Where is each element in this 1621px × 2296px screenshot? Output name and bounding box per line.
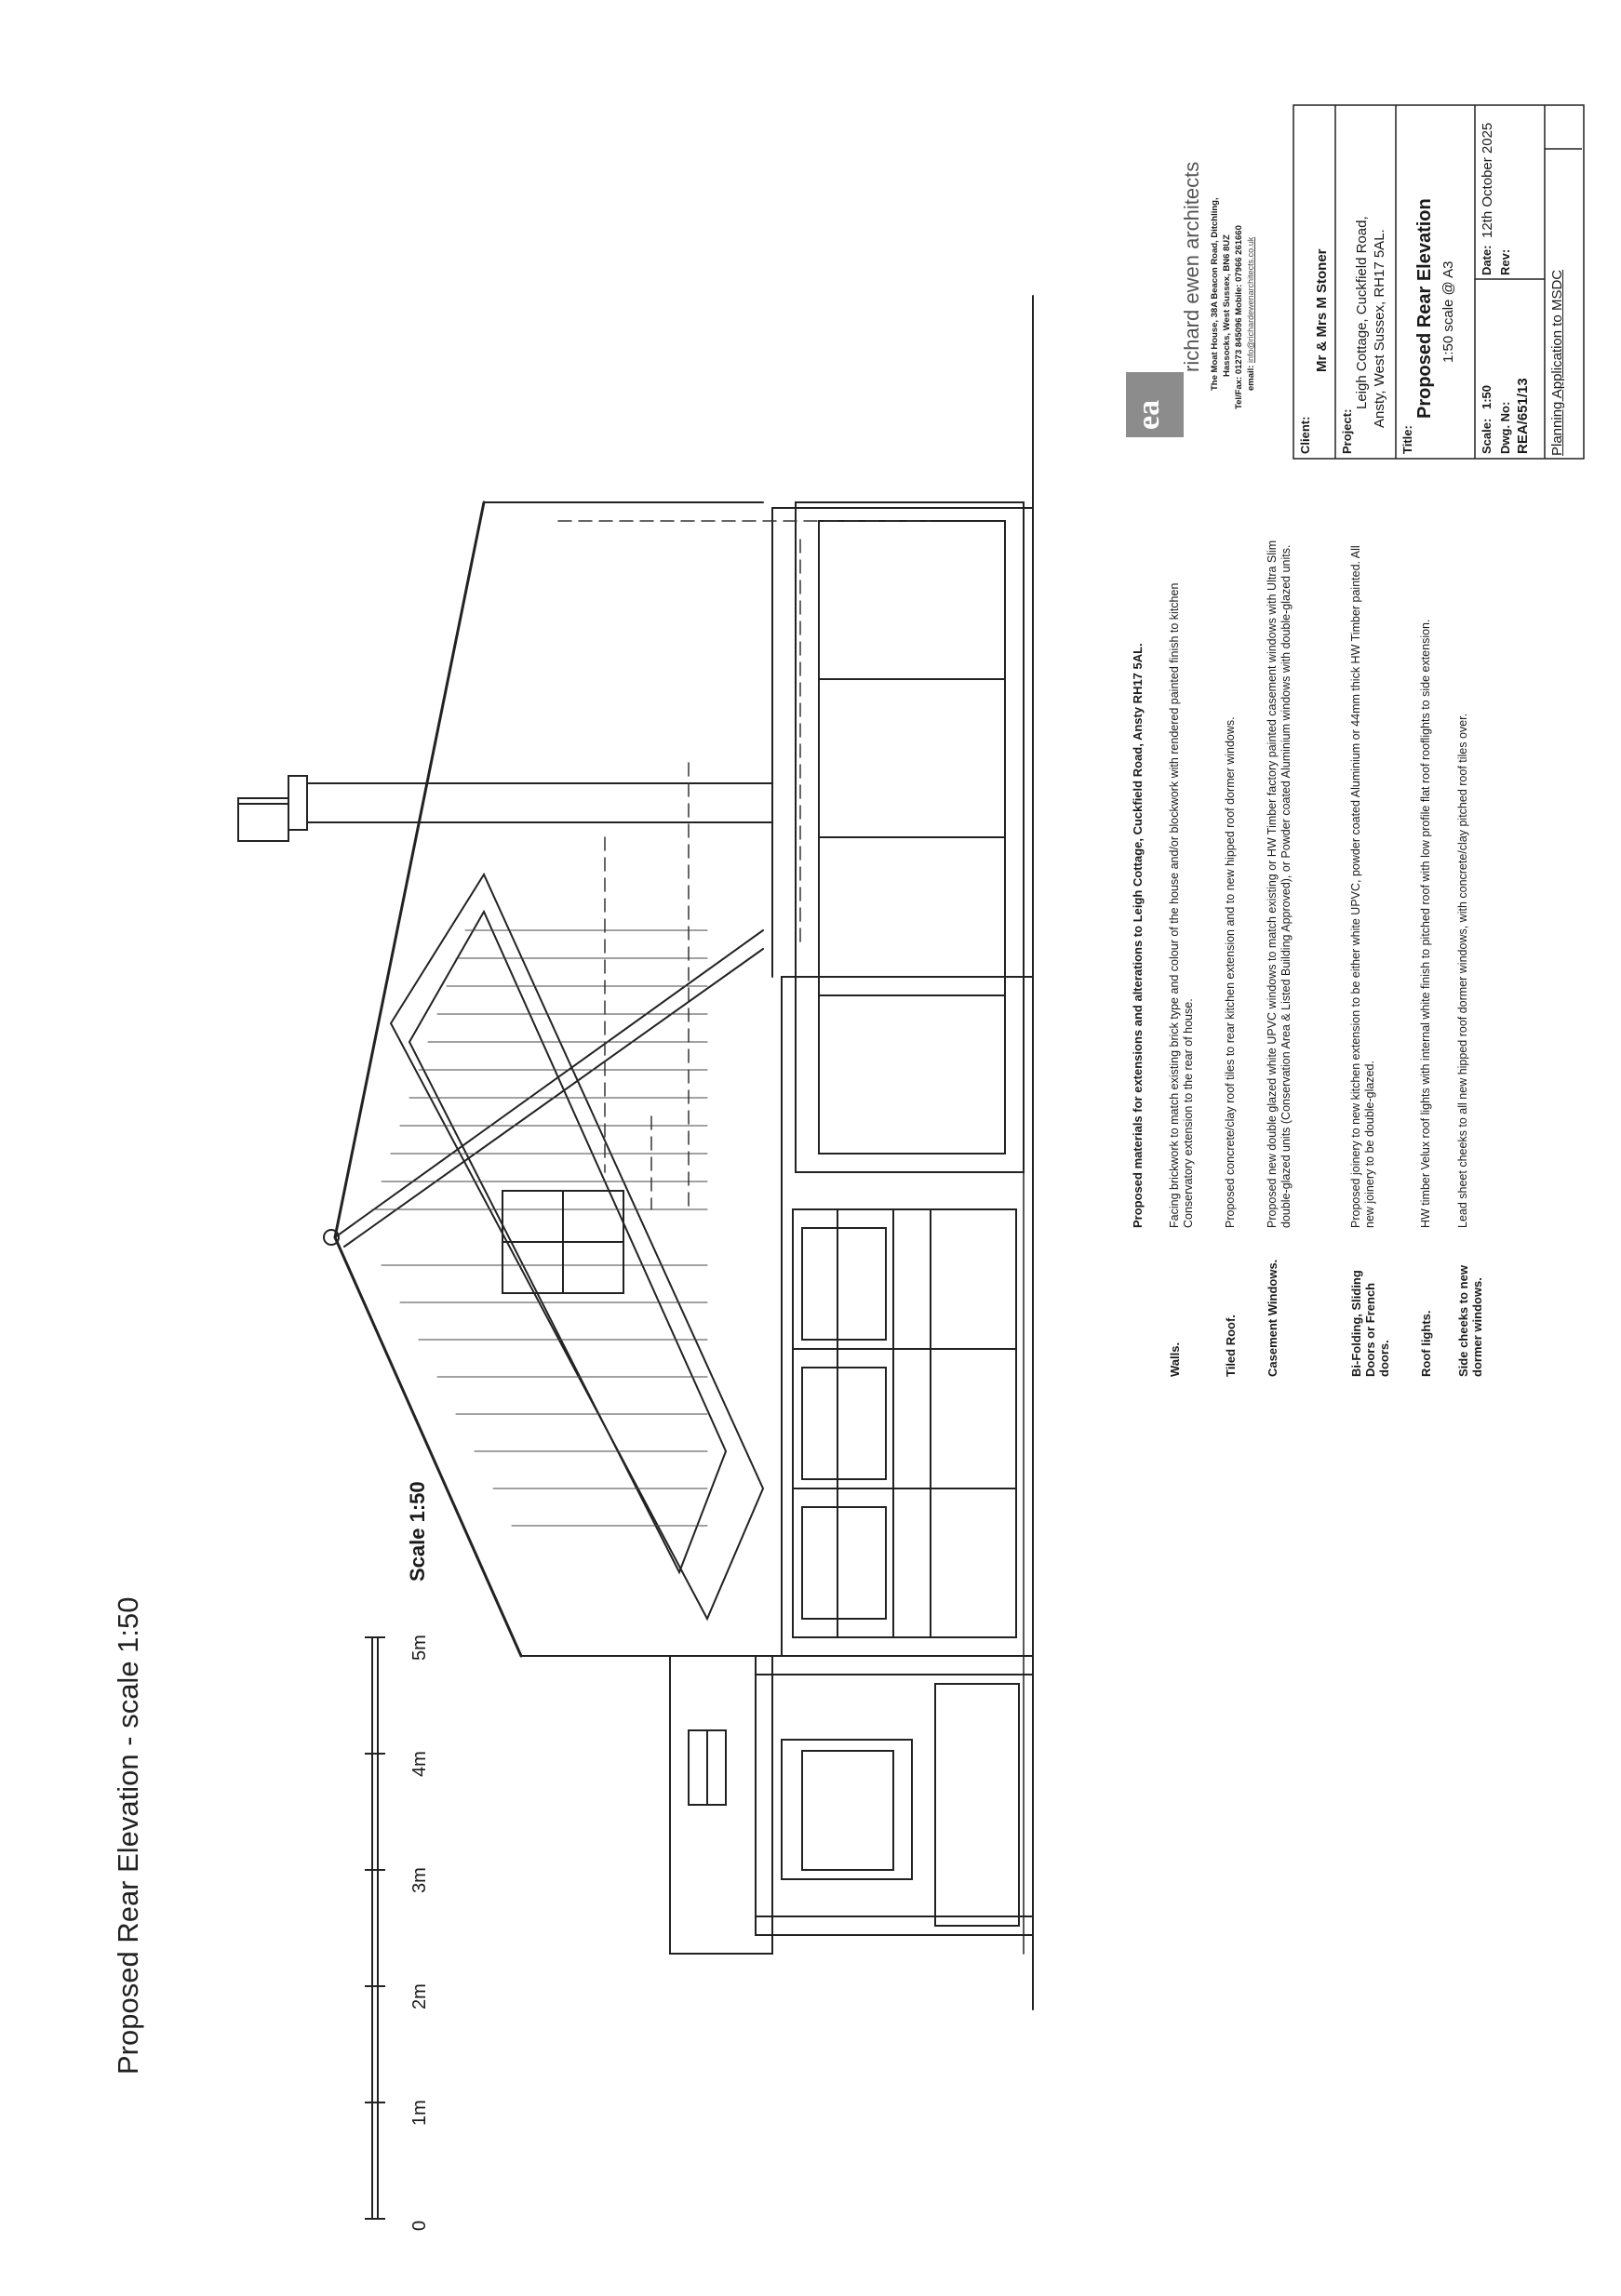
tb-rev-label: Rev: [1498, 248, 1512, 275]
firm-email-label: email: [1246, 365, 1256, 391]
firm-logo-text: ea [1132, 399, 1166, 430]
scale-tick-5m: 5m [409, 1635, 430, 1661]
elevation-title: Proposed Rear Elevation - scale 1:50 [112, 1596, 144, 2075]
firm-name: richard ewen architects [1180, 161, 1203, 372]
scale-tick-3m: 3m [409, 1867, 430, 1893]
materials-text-roof: Proposed concrete/clay roof tiles to rear kitchen extension and to new hipped roof dormer windows. [1224, 716, 1237, 1228]
tb-title-label: Title: [1400, 425, 1414, 454]
firm-logo [1126, 372, 1184, 437]
tb-date-label: Date: [1480, 245, 1494, 275]
scale-tick-2m: 2m [409, 1983, 430, 2009]
scale-tick-4m: 4m [409, 1751, 430, 1777]
tb-project-line2: Ansty, West Sussex, RH17 5AL. [1372, 229, 1387, 428]
dormer-window [502, 1191, 623, 1293]
materials-text-walls: Facing brickwork to match existing brick type and colour of the house and/or blockwork with rendered painted finish to kitchen Conservatory extension to the rear of house. [1168, 582, 1195, 1228]
materials-label-roof: Tiled Roof. [1224, 1315, 1238, 1377]
scale-bar-line [365, 1637, 385, 2219]
tb-date-value: 12th October 2025 [1480, 122, 1495, 238]
tb-scale-value: 1:50 [1480, 384, 1494, 409]
materials-label-dormer-cheeks: Side cheeks to new dormer windows. [1456, 1265, 1484, 1377]
tb-scale-label: Scale: [1480, 418, 1494, 454]
materials-label-walls: Walls. [1168, 1342, 1182, 1377]
left-wing [670, 1656, 772, 1954]
tb-client-value: Mr & Mrs M Stoner [1314, 248, 1330, 372]
materials-label-doors: Bi-Folding, Sliding Doors or French doors. [1349, 1270, 1391, 1377]
scale-tick-1m: 1m [409, 2100, 430, 2126]
materials-label-windows: Casement Windows. [1266, 1259, 1279, 1377]
firm-email-link[interactable]: info@richardewenarchitects.co.uk [1246, 236, 1255, 363]
firm-phone: Tel/Fax: 01273 845096 Mobile: 07966 261660 [1234, 225, 1244, 409]
materials-label-rooflights: Roof lights. [1419, 1310, 1433, 1377]
main-roof [324, 502, 763, 1656]
tb-project-label: Project: [1340, 408, 1354, 454]
tb-project-line1: Leigh Cottage, Cuckfield Road, [1354, 216, 1370, 409]
rear-glazing [796, 502, 1024, 1172]
tb-client-label: Client: [1298, 416, 1312, 454]
firm-address-line1: The Moat House, 38A Beacon Road, Ditchling, [1210, 197, 1220, 391]
materials-heading: Proposed materials for extensions and alterations to Leigh Cottage, Cuckfield Road, Ansty RH17 5AL. [1131, 643, 1145, 1228]
tb-title-value: Proposed Rear Elevation [1414, 198, 1435, 419]
scale-label: Scale 1:50 [406, 1481, 429, 1582]
scale-tick-0: 0 [409, 2220, 430, 2231]
tb-status: Planning Application to MSDC [1549, 269, 1565, 456]
chimney [238, 776, 772, 841]
side-extension [756, 1656, 1033, 1935]
materials-text-doors: Proposed joinery to new kitchen extension to be either white UPVC, powder coated Aluminium or 44mm thick HW Timber painted. All new joinery to be double-glazed. [1349, 545, 1376, 1228]
tb-title-sub: 1:50 scale @ A3 [1440, 260, 1456, 363]
firm-address-line2: Hassocks, West Sussex, BN6 8UZ [1222, 234, 1232, 377]
materials-text-windows: Proposed new double glazed white UPVC windows to match existing or HW Timber factory painted casement windows with Ultra Slim double-glazed units (Conservation Area & Listed Building Approved), or Powder coated Aluminium windows with double-glazed units. [1266, 540, 1293, 1228]
materials-text-rooflights: HW timber Velux roof lights with internal white finish to pitched roof with low profile flat roof rooflights to side extension. [1419, 619, 1432, 1228]
tb-dwg-label: Dwg. No: [1498, 401, 1512, 454]
title-block-frame [1293, 105, 1584, 459]
tb-dwg-value: REA/651/13 [1515, 378, 1531, 454]
materials-text-dormer-cheeks: Lead sheet cheeks to all new hipped roof dormer windows, with concrete/clay pitched roof tiles over. [1456, 713, 1469, 1228]
existing-outline-dashed [558, 521, 931, 1209]
